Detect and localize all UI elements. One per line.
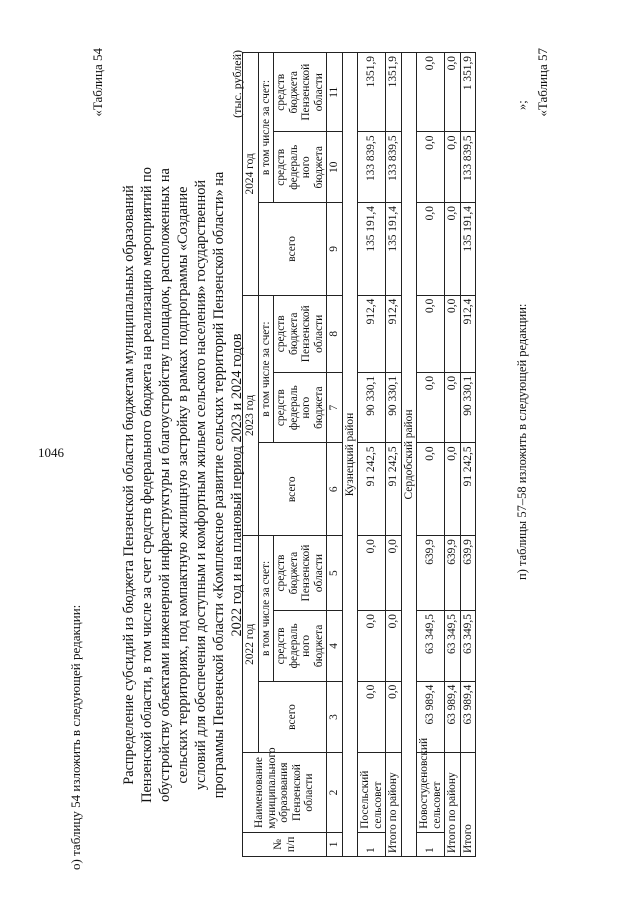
header-fed: средств федераль ного бюджета: [274, 372, 327, 443]
header-incl: в том числе за счет:: [258, 53, 274, 203]
col-num: 6: [327, 443, 343, 536]
cell: 0,0: [386, 611, 402, 682]
units-label: (тыс. рублей): [230, 50, 244, 118]
cell: 639,9: [445, 536, 461, 611]
cell: 0,0: [417, 203, 445, 296]
cell: 0,0: [445, 53, 461, 132]
cell: 0,0: [445, 203, 461, 296]
cell: 0,0: [358, 681, 386, 753]
table-label: «Таблица 54: [90, 48, 105, 117]
cell: 91 242,5: [358, 443, 386, 536]
cell: 912,4: [386, 295, 402, 372]
cell: 135 191,4: [460, 203, 476, 296]
header-num: № п/п: [243, 832, 327, 856]
cell: 912,4: [358, 295, 386, 372]
header-name: Наименование муниципального образования Пензенской области: [243, 753, 327, 832]
header-2024: 2024 год: [243, 53, 259, 296]
col-num: 1: [327, 832, 343, 856]
header-reg: средств бюджета Пензенской области: [274, 536, 327, 611]
cell: 0,0: [445, 132, 461, 203]
cell: 1 351,9: [460, 53, 476, 132]
grand-total-row: [460, 53, 476, 857]
cell: 0,0: [417, 132, 445, 203]
section-title: Сердобский район: [401, 53, 417, 857]
next-table-label: «Таблица 57: [535, 48, 550, 117]
table-row: [358, 53, 386, 857]
cell: 0,0: [358, 536, 386, 611]
row-name: Посельский сельсовет: [358, 753, 386, 832]
col-num: 5: [327, 536, 343, 611]
rotated-page-content: [20, 30, 620, 880]
subtotal-row: [445, 53, 461, 857]
header-total: всего: [258, 203, 327, 296]
header-total: всего: [258, 681, 327, 753]
amendment-note-bottom: п) таблицы 57–58 изложить в следующей редакции:: [515, 303, 529, 580]
cell: 1351,9: [386, 53, 402, 132]
header-total: всего: [258, 443, 327, 536]
cell: 0,0: [417, 53, 445, 132]
table-title: Распределение субсидий из бюджета Пензенской области бюджетам муниципальных образований Пензенской области, в том числе за счет средств федерального бюджета на реализацию мероприятий по обустройству объектами инженерной инфраструктуры и благоустройству площадок, расположенных на сельских территориях, под компактную жилищную застройку в рамках подпрограммы «Создание условий для обеспечения доступным и комфортным жильем сельского населения» государственной программы Пензенской области «Комплексное развитие сельских территорий Пензенской области» на 2022 год и на плановый период 2023 и 2024 годов: [121, 167, 245, 803]
col-num: 11: [327, 53, 343, 132]
row-name: Итого: [460, 753, 476, 857]
header-fed: средств федераль ного бюджета: [274, 611, 327, 682]
cell: 91 242,5: [386, 443, 402, 536]
header-2022: 2022 год: [243, 536, 259, 753]
cell: 0,0: [358, 611, 386, 682]
col-num: 4: [327, 611, 343, 682]
cell: 63 989,4: [460, 681, 476, 753]
row-num: 1: [417, 832, 445, 856]
cell: 135 191,4: [386, 203, 402, 296]
cell: 133 839,5: [386, 132, 402, 203]
cell: 133 839,5: [460, 132, 476, 203]
section-row: [342, 53, 358, 857]
cell: 0,0: [386, 536, 402, 611]
subsidy-table: [242, 52, 476, 857]
col-num: 3: [327, 681, 343, 753]
cell: 0,0: [417, 443, 445, 536]
cell: 63 989,4: [445, 681, 461, 753]
cell: 0,0: [386, 681, 402, 753]
header-reg: средств бюджета Пензенской области: [274, 295, 327, 372]
subtotal-row: [386, 53, 402, 857]
cell: 0,0: [445, 443, 461, 536]
cell: 63 989,4: [417, 681, 445, 753]
col-num: 2: [327, 753, 343, 832]
row-name: Новостуденовский сельсовет: [417, 753, 445, 832]
section-title: Кузнецкий район: [342, 53, 358, 857]
header-fed: средств федераль ного бюджета: [274, 132, 327, 203]
cell: 63 349,5: [417, 611, 445, 682]
closing-quote: »;: [515, 100, 529, 110]
col-num: 7: [327, 372, 343, 443]
col-num: 9: [327, 203, 343, 296]
cell: 63 349,5: [445, 611, 461, 682]
header-reg: средств бюджета Пензенской области: [274, 53, 327, 132]
row-name: Итого по району: [445, 753, 461, 857]
amendment-note-top: о) таблицу 54 изложить в следующей редакции:: [68, 604, 83, 870]
table-row: [417, 53, 445, 857]
section-row: [401, 53, 417, 857]
header-incl: в том числе за счет:: [258, 295, 274, 443]
cell: 639,9: [417, 536, 445, 611]
cell: 63 349,5: [460, 611, 476, 682]
cell: 133 839,5: [358, 132, 386, 203]
col-num: 10: [327, 132, 343, 203]
cell: 90 330,1: [358, 372, 386, 443]
cell: 0,0: [445, 295, 461, 372]
row-name: Итого по району: [386, 753, 402, 857]
header-incl: в том числе за счет:: [258, 536, 274, 682]
cell: 1351,9: [358, 53, 386, 132]
cell: 91 242,5: [460, 443, 476, 536]
cell: 135 191,4: [358, 203, 386, 296]
cell: 0,0: [445, 372, 461, 443]
cell: 90 330,1: [386, 372, 402, 443]
cell: 90 330,1: [460, 372, 476, 443]
cell: 912,4: [460, 295, 476, 372]
header-2023: 2023 год: [243, 295, 259, 535]
cell: 0,0: [417, 372, 445, 443]
col-num: 8: [327, 295, 343, 372]
page-number: 1046: [38, 445, 64, 460]
cell: 639,9: [460, 536, 476, 611]
row-num: 1: [358, 832, 386, 856]
column-number-row: [327, 53, 343, 857]
cell: 0,0: [417, 295, 445, 372]
